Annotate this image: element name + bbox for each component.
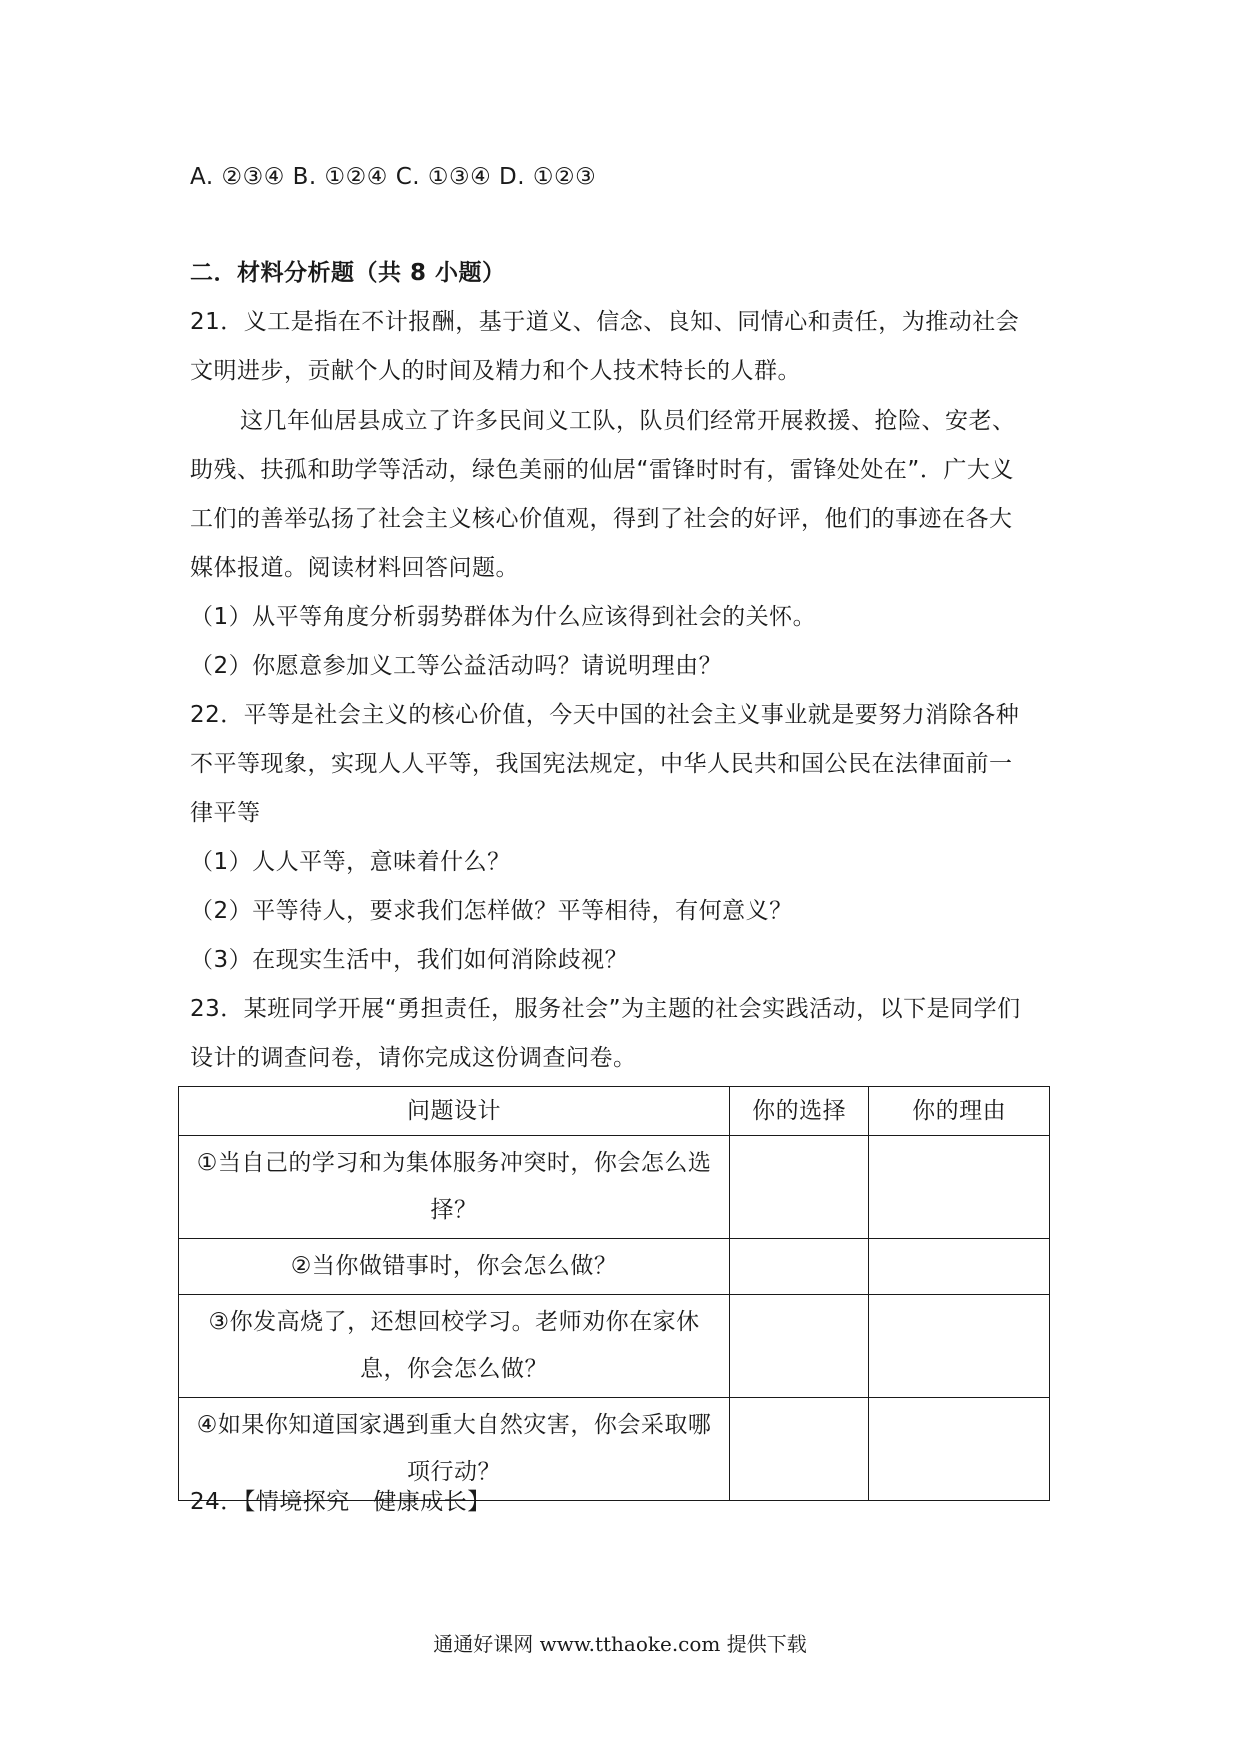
q22-sub-1: （1）人人平等，意味着什么？ bbox=[190, 849, 511, 875]
q21-line-2: 文明进步，贡献个人的时间及精力和个人技术特长的人群。 bbox=[190, 358, 801, 384]
reason-cell bbox=[869, 1295, 1050, 1398]
section-title: 二．材料分析题（共 8 小题） bbox=[190, 260, 506, 286]
question-cell: ④如果你知道国家遇到重大自然灾害，你会采取哪项行动？ bbox=[179, 1398, 730, 1501]
q21-line-1: 21．义工是指在不计报酬，基于道义、信念、良知、同情心和责任，为推动社会 bbox=[190, 309, 1020, 335]
q21-sub-2: （2）你愿意参加义工等公益活动吗？请说明理由？ bbox=[190, 653, 723, 679]
table-row bbox=[179, 1398, 1050, 1501]
q22-sub-3: （3）在现实生活中，我们如何消除歧视？ bbox=[190, 947, 629, 973]
footer-credit: 通通好课网 www.tthaoke.com 提供下载 bbox=[433, 1632, 807, 1656]
q21-line-4: 助残、扶孤和助学等活动，绿色美丽的仙居“雷锋时时有，雷锋处处在”．广大义 bbox=[190, 457, 1014, 483]
q22-line-2: 不平等现象，实现人人平等，我国宪法规定，中华人民共和国公民在法律面前一 bbox=[190, 751, 1013, 777]
header-reason: 你的理由 bbox=[869, 1087, 1050, 1136]
header-choice: 你的选择 bbox=[730, 1087, 869, 1136]
table-row bbox=[179, 1239, 1050, 1295]
q21-sub-1: （1）从平等角度分析弱势群体为什么应该得到社会的关怀。 bbox=[190, 604, 817, 630]
question-cell: ①当自己的学习和为集体服务冲突时，你会怎么选择？ bbox=[179, 1136, 730, 1239]
q22-line-1: 22．平等是社会主义的核心价值，今天中国的社会主义事业就是要努力消除各种 bbox=[190, 702, 1020, 728]
q22-sub-2: （2）平等待人，要求我们怎样做？平等相待，有何意义？ bbox=[190, 898, 793, 924]
choice-cell bbox=[730, 1295, 869, 1398]
question-cell: ②当你做错事时，你会怎么做？ bbox=[179, 1239, 730, 1295]
q21-line-5: 工们的善举弘扬了社会主义核心价值观，得到了社会的好评，他们的事迹在各大 bbox=[190, 506, 1013, 532]
question-cell: ③你发高烧了，还想回校学习。老师劝你在家休息，你会怎么做？ bbox=[179, 1295, 730, 1398]
reason-cell bbox=[869, 1136, 1050, 1239]
choice-cell bbox=[730, 1239, 869, 1295]
q24-title: 24．【情境探究 健康成长】 bbox=[190, 1489, 491, 1515]
survey-table bbox=[178, 1086, 1050, 1501]
q23-line-2: 设计的调查问卷，请你完成这份调查问卷。 bbox=[190, 1045, 637, 1071]
choice-cell bbox=[730, 1136, 869, 1239]
choice-cell bbox=[730, 1398, 869, 1501]
table-header-row bbox=[179, 1087, 1050, 1136]
table-row bbox=[179, 1136, 1050, 1239]
header-question: 问题设计 bbox=[179, 1087, 730, 1136]
answer-options: A. ②③④ B. ①②④ C. ①③④ D. ①②③ bbox=[190, 164, 597, 190]
reason-cell bbox=[869, 1239, 1050, 1295]
reason-cell bbox=[869, 1398, 1050, 1501]
table-row bbox=[179, 1295, 1050, 1398]
q22-line-3: 律平等 bbox=[190, 800, 261, 826]
q23-line-1: 23．某班同学开展“勇担责任，服务社会”为主题的社会实践活动，以下是同学们 bbox=[190, 996, 1021, 1022]
q21-line-6: 媒体报道。阅读材料回答问题。 bbox=[190, 555, 519, 581]
q21-line-3: 这几年仙居县成立了许多民间义工队，队员们经常开展救援、抢险、安老、 bbox=[240, 408, 1016, 434]
